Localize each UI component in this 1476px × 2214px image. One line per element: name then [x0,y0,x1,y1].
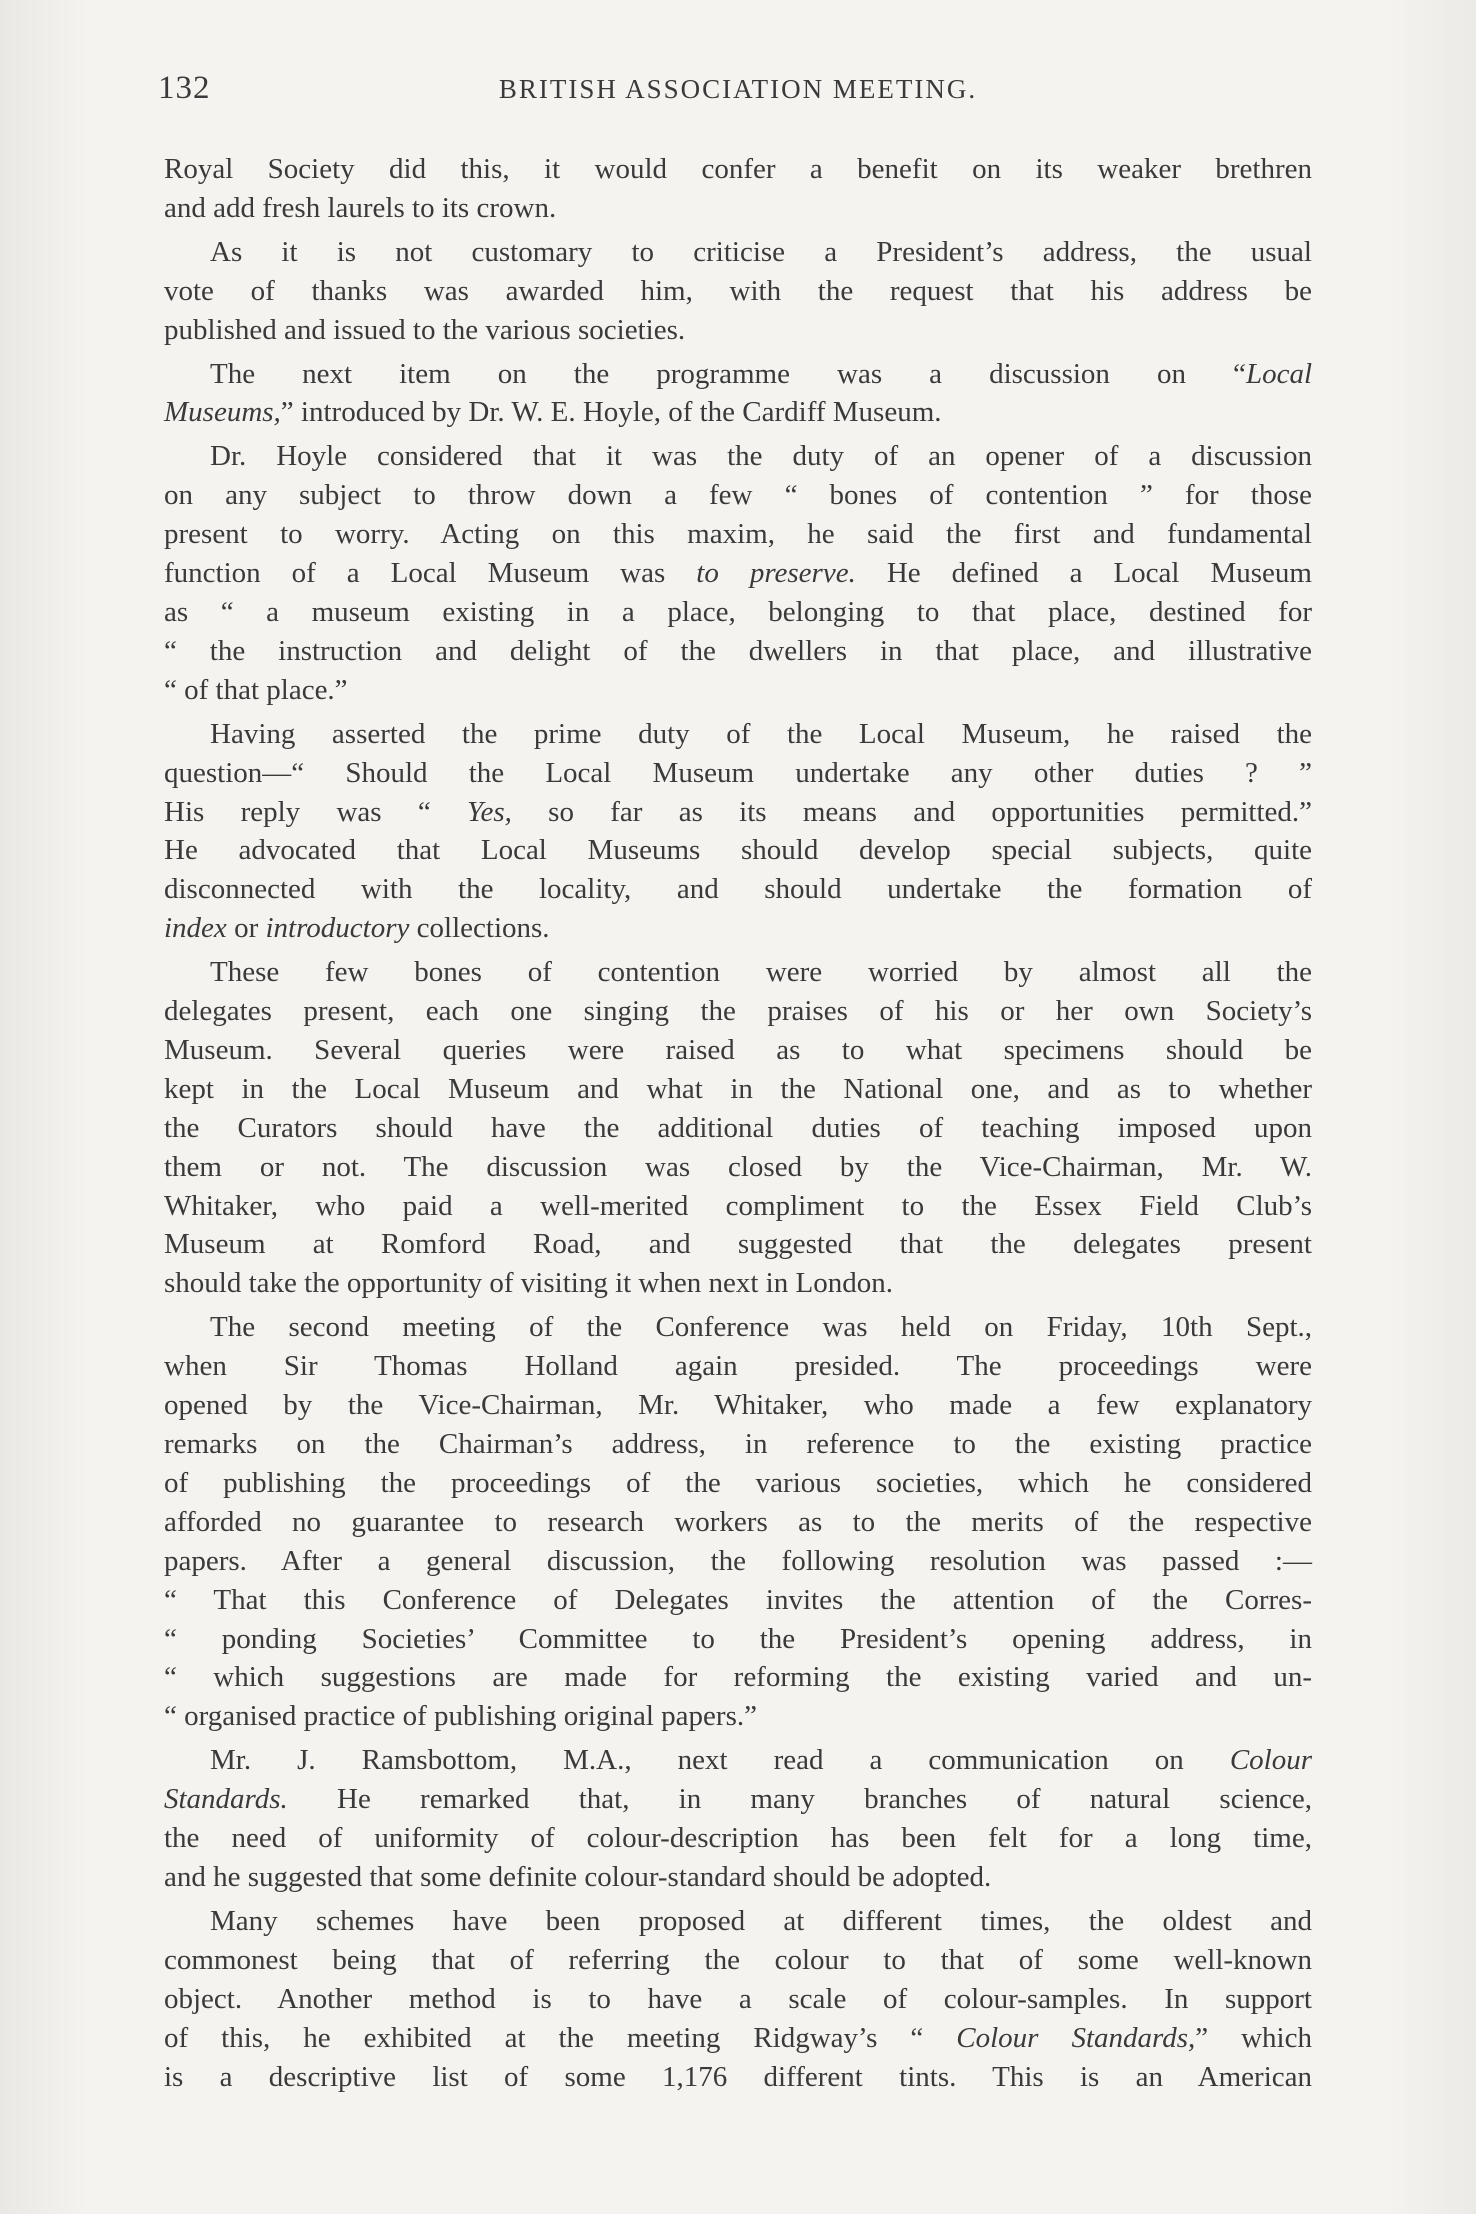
text-line [164,150,1312,189]
text-run: as “ a museum existing in a place, belonging to that place, destined for [164,595,1312,628]
text-line [164,1741,1312,1780]
paragraph [164,355,1312,433]
text-line [164,476,1312,515]
text-run: Museum at Romford Road, and suggested that the delegates present [164,1228,1312,1261]
text-line [164,1148,1312,1187]
text-run: As it is not customary to criticise a President’s address, the usual [210,235,1312,268]
italic-text: Local [1245,357,1312,390]
text-run: and add fresh laurels to its crown. [164,191,557,224]
text-line [164,831,1312,870]
text-line [164,1225,1312,1264]
text-run: His reply was “ [164,795,468,828]
text-run: them or not. The discussion was closed by the Vice-Chairman, Mr. W. [164,1150,1312,1183]
text-line [164,2019,1312,2058]
text-line [164,1070,1312,1109]
text-line [164,1658,1312,1697]
text-line [164,1464,1312,1503]
text-run: Dr. Hoyle considered that it was the duty of an opener of a discussion [210,440,1312,473]
text-run: commonest being that of referring the colour to that of some well-known [164,1943,1312,1976]
italic-text: to preserve. [696,557,856,590]
text-line [164,1109,1312,1148]
text-line [164,870,1312,909]
text-run: Royal Society did this, it would confer a benefit on its weaker brethren [164,153,1312,185]
text-run: Whitaker, who paid a well-merited compliment to the Essex Field Club’s [164,1189,1312,1222]
text-run: so far as its means and opportunities permitted.” [511,795,1313,828]
text-run: function of a Local Museum was [164,557,697,590]
italic-text: Standards. [164,1783,288,1816]
text-line [164,1386,1312,1425]
text-line [164,715,1312,754]
text-line [164,793,1312,832]
text-line [164,311,1312,350]
text-run: the Curators should have the additional duties of teaching imposed upon [164,1111,1312,1144]
italic-text: index [164,912,227,945]
text-run: remarks on the Chairman’s address, in reference to the existing practice [164,1428,1312,1460]
text-line [164,754,1312,793]
paragraph [164,1308,1312,1736]
text-line [164,272,1312,311]
text-run: on any subject to throw down a few “ bones of contention ” for those [164,479,1312,512]
text-run: the need of uniformity of colour-description has been felt for a long time, [164,1822,1312,1855]
text-run: kept in the Local Museum and what in the National one, and as to whether [164,1072,1312,1105]
text-line [164,1902,1312,1941]
text-line [164,1858,1312,1897]
text-run: disconnected with the locality, and should undertake the formation of [164,873,1312,906]
text-run: “ ponding Societies’ Committee to the President’s opening address, in [164,1622,1312,1655]
text-run: of this, he exhibited at the meeting Ridgway’s “ [164,2021,957,2054]
text-line [164,1264,1312,1303]
text-line [164,1308,1312,1347]
text-run: present to worry. Acting on this maxim, he said the first and fundamental [164,518,1312,551]
text-line [164,1819,1312,1858]
italic-text: introductory [265,912,410,945]
text-run: ” which [1195,2021,1312,2054]
text-run: papers. After a general discussion, the following resolution was passed :— [164,1544,1312,1577]
text-line [164,393,1312,432]
text-line [164,909,1312,948]
text-run: He advocated that Local Museums should develop special subjects, quite [164,834,1312,867]
text-run: afforded no guarantee to research workers as to the merits of the respective [164,1505,1312,1538]
paragraph [164,233,1312,350]
text-line [164,1347,1312,1386]
text-run: when Sir Thomas Holland again presided. The proceedings were [164,1350,1312,1383]
text-line [164,992,1312,1031]
text-line [164,189,1312,228]
text-line [164,1620,1312,1659]
paragraph [164,715,1312,948]
italic-text: Yes, [467,795,512,828]
text-run: delegates present, each one singing the praises of his or her own Society’s [164,995,1312,1028]
text-line [164,554,1312,593]
paragraph [164,953,1312,1303]
text-run: Many schemes have been proposed at different times, the oldest and [210,1904,1312,1937]
text-run: The second meeting of the Conference was held on Friday, 10th Sept., [210,1311,1312,1344]
text-run: vote of thanks was awarded him, with the request that his address be [164,274,1312,307]
text-run: and he suggested that some definite colour-standard should be adopted. [164,1860,992,1893]
text-line [164,1697,1312,1736]
text-run: “ the instruction and delight of the dwellers in that place, and illustrative [164,634,1312,667]
text-run: He remarked that, in many branches of natural science, [287,1783,1312,1816]
italic-text: Museums, [164,396,281,429]
text-run: should take the opportunity of visiting it when next in London. [164,1267,893,1300]
text-run: “ organised practice of publishing original papers.” [164,1700,757,1733]
text-line [164,1542,1312,1581]
paragraph [164,150,1312,228]
text-run: ” introduced by Dr. W. E. Hoyle, of the Cardiff Museum. [280,396,942,429]
text-line [164,2058,1312,2097]
text-run: object. Another method is to have a scale of colour-samples. In support [164,1982,1312,2015]
paragraph [164,437,1312,709]
text-line [164,1187,1312,1226]
text-run: is a descriptive list of some 1,176 different tints. This is an American [164,2060,1312,2093]
running-head [158,70,1318,114]
text-line [164,1503,1312,1542]
italic-text: Colour [1229,1744,1312,1777]
paragraph [164,1902,1312,2097]
text-run: He defined a Local Museum [855,557,1312,590]
text-line [164,1031,1312,1070]
text-run: Having asserted the prime duty of the Local Museum, he raised the [210,717,1312,750]
text-run: collections. [409,912,550,945]
text-line [164,953,1312,992]
text-line [164,671,1312,710]
paragraph [164,1741,1312,1897]
text-run: Mr. J. Ramsbottom, M.A., next read a communication on [210,1744,1230,1777]
text-run: or [226,912,266,945]
text-run: “ That this Conference of Delegates invites the attention of the Corres- [164,1583,1312,1616]
text-line [164,233,1312,272]
text-line [164,515,1312,554]
text-line [164,593,1312,632]
text-run: These few bones of contention were worried by almost all the [210,956,1312,989]
text-run: question—“ Should the Local Museum undertake any other duties ? ” [164,756,1312,789]
body-text [164,150,1312,2096]
text-line [164,632,1312,671]
header-title: BRITISH ASSOCIATION MEETING. [498,74,978,104]
page-number: 132 [158,70,211,106]
text-line [164,1941,1312,1980]
text-line [164,1780,1312,1819]
text-run: of publishing the proceedings of the various societies, which he considered [164,1466,1312,1499]
text-line [164,437,1312,476]
text-run: The next item on the programme was a discussion on “ [210,357,1246,390]
text-run: published and issued to the various societies. [164,313,686,346]
text-line [164,355,1312,394]
text-run: Museum. Several queries were raised as to what specimens should be [164,1033,1312,1066]
italic-text: Colour Standards, [956,2021,1196,2054]
text-line [164,1425,1312,1464]
text-run: opened by the Vice-Chairman, Mr. Whitaker, who made a few explanatory [164,1389,1312,1422]
text-line [164,1581,1312,1620]
text-line [164,1980,1312,2019]
text-run: “ of that place.” [164,673,348,706]
text-run: “ which suggestions are made for reforming the existing varied and un- [164,1661,1312,1694]
